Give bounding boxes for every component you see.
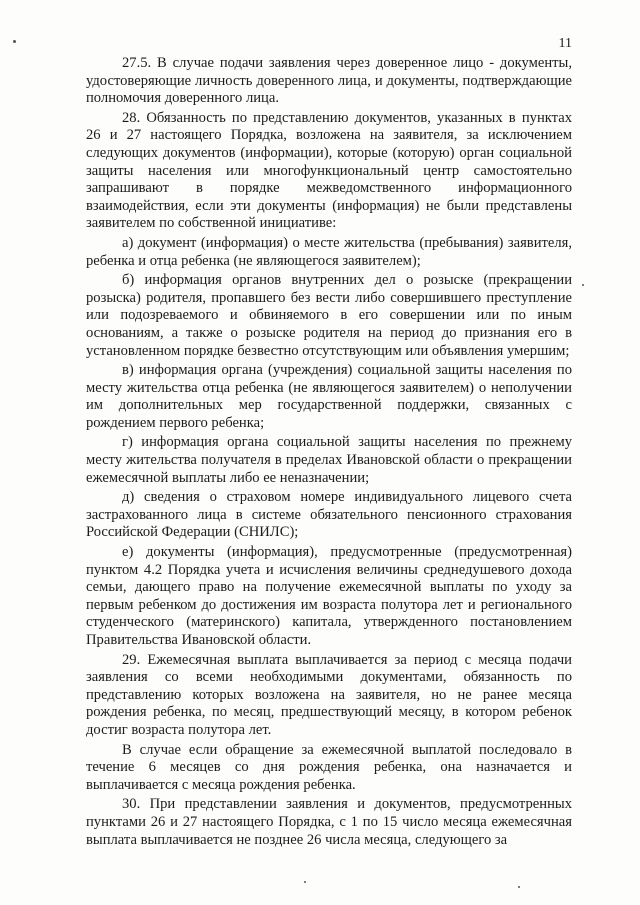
scan-speck [518, 886, 520, 888]
scan-speck [582, 284, 584, 286]
paragraph-28-g: г) информация органа социальной защиты населения по прежнему месту жительства получателя в пределах Ивановской области о прекращении ежемесячной выплаты либо ее неназначении; [86, 434, 572, 486]
paragraph-30: 30. При представлении заявления и документов, предусмотренных пунктами 26 и 27 настоящего Порядка, с 1 по 15 число месяца ежемесячная выплата выплачивается не позднее 26 числа месяца, следующего за [86, 796, 572, 848]
page-number: 11 [558, 36, 572, 51]
paragraph-29-note: В случае если обращение за ежемесячной выплатой последовало в течение 6 месяцев со дня рождения ребенка, она назначается и выплачивается с месяца рождения ребенка. [86, 741, 572, 793]
document-body [86, 55, 572, 849]
paragraph-28-d: д) сведения о страховом номере индивидуального лицевого счета застрахованного лица в системе обязательного пенсионного страхования Российской Федерации (СНИЛС); [86, 489, 572, 541]
paragraph-28-b: б) информация органов внутренних дел о розыске (прекращении розыска) родителя, пропавшего без вести либо совершившего преступление или подозреваемого и обвиняемого в его совершении или по иным основаниям, а также о розыске родителя на период до признания его в установленном порядке безвестно отсутствующим или объявления умершим; [86, 272, 572, 359]
paragraph-28-e: е) документы (информация), предусмотренные (предусмотренная) пунктом 4.2 Порядка учета и исчисления величины среднедушевого дохода семьи, дающего право на получение ежемесячной выплаты по уходу за первым ребенком до достижения им возраста полутора лет и регионального студенческого (материнского) капитала, утвержденного постановлением Правительства Ивановской области. [86, 544, 572, 648]
paragraph-29: 29. Ежемесячная выплата выплачивается за период с месяца подачи заявления со всеми необходимыми документами, обязанность по представлению которых возложена на заявителя, но не ранее месяца рождения ребенка, по месяц, предшествующий месяцу, в котором ребенок достиг возраста полутора лет. [86, 651, 572, 738]
scan-speck [304, 881, 306, 883]
paragraph-28-v: в) информация органа (учреждения) социальной защиты населения по месту жительства отца ребенка (не являющегося заявителем) о неполучении им дополнительных мер государственной поддержки, связанных с рождением первого ребенка; [86, 362, 572, 431]
scan-speck [13, 40, 16, 43]
paragraph-27-5: 27.5. В случае подачи заявления через доверенное лицо - документы, удостоверяющие личность доверенного лица, и документы, подтверждающие полномочия доверенного лица. [86, 55, 572, 107]
paragraph-28-a: а) документ (информация) о месте жительства (пребывания) заявителя, ребенка и отца ребенка (не являющегося заявителем); [86, 234, 572, 269]
paragraph-28: 28. Обязанность по представлению документов, указанных в пунктах 26 и 27 настоящего Порядка, возложена на заявителя, за исключением следующих документов (информации), которые (которую) орган социальной защиты населения или многофункциональный центр самостоятельно запрашивают в порядке межведомственного информационного взаимодействия, если эти документы (информация) не были представлены заявителем по собственной инициативе: [86, 109, 572, 232]
